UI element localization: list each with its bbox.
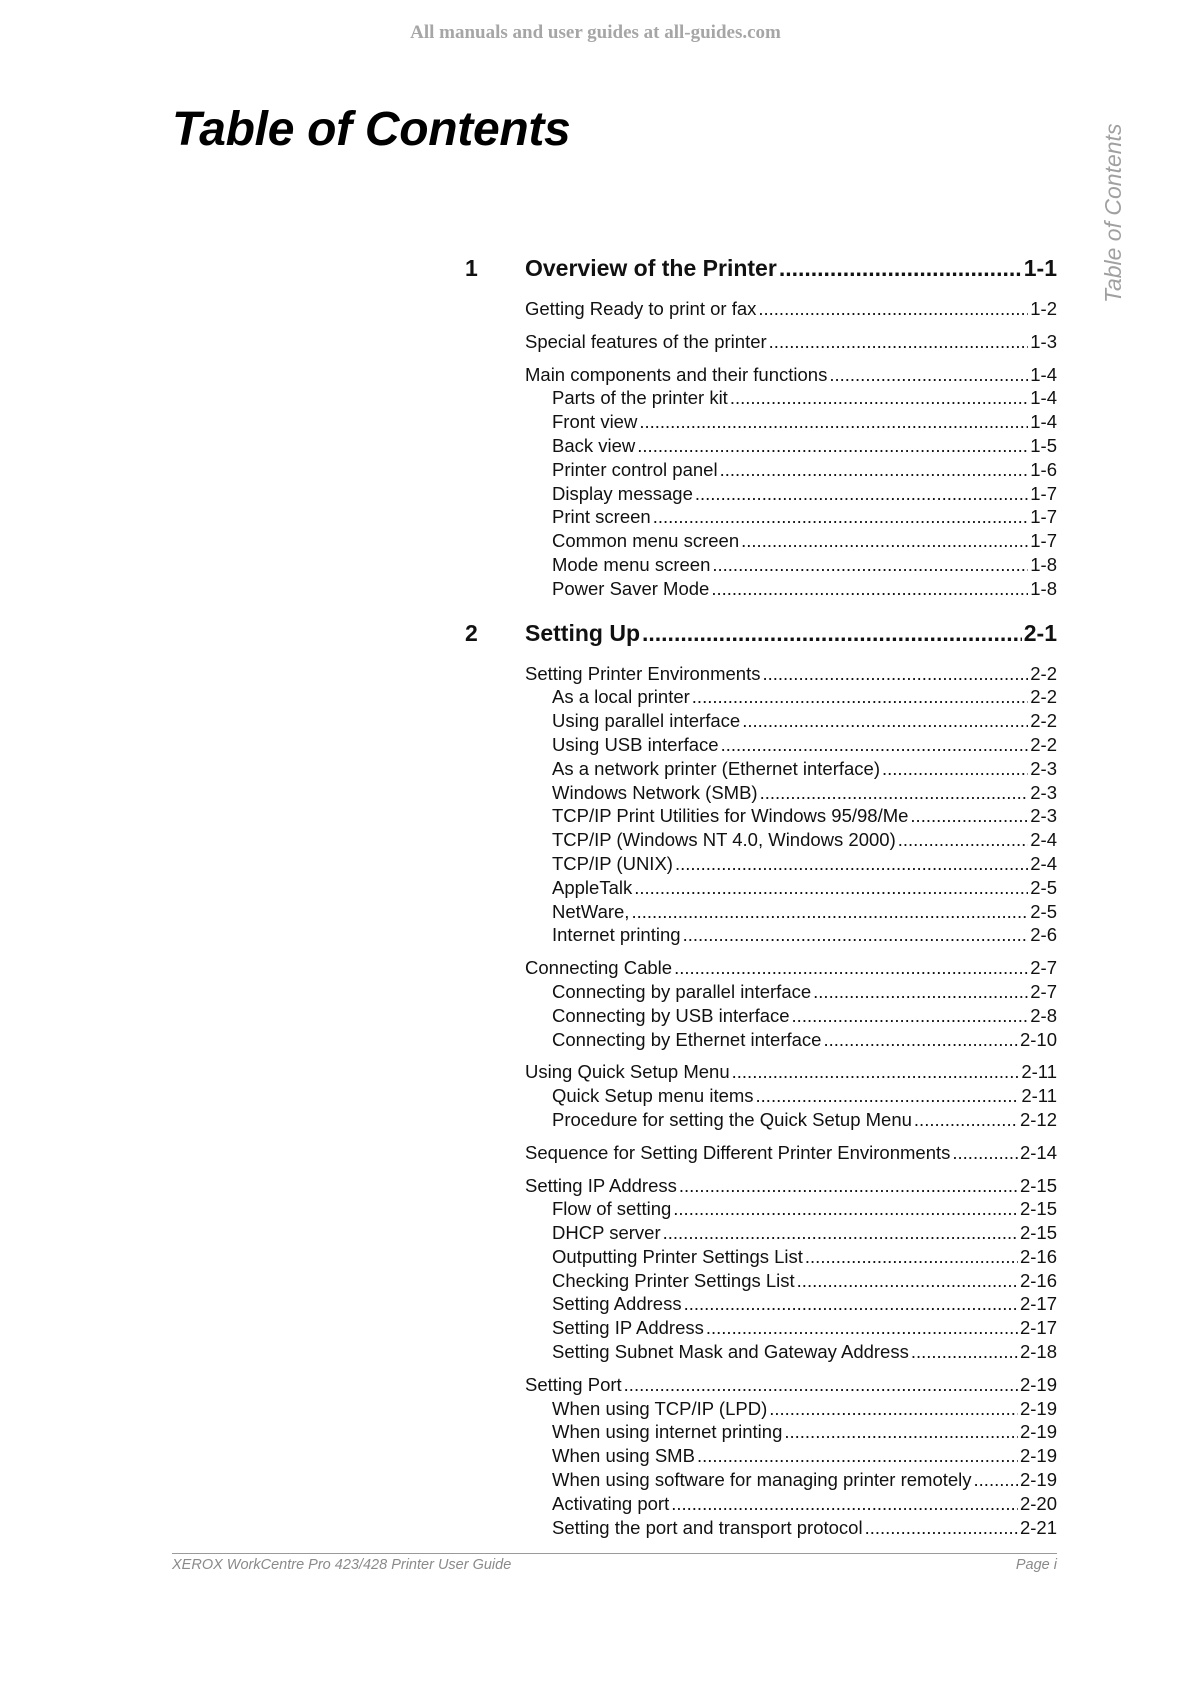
subentry-page: 2-6: [1030, 924, 1057, 946]
entry-page: 1-2: [1030, 298, 1057, 319]
subentry-line[interactable]: [552, 805, 1057, 829]
toc-subentry[interactable]: [465, 1029, 1057, 1053]
chapter-title: Setting Up: [525, 619, 640, 646]
subentry-title: Display message: [552, 482, 693, 504]
toc-section: [465, 1374, 1057, 1541]
toc-subentry[interactable]: [465, 1398, 1057, 1422]
toc-subentry[interactable]: [465, 1421, 1057, 1445]
dot-leader: [721, 734, 1029, 756]
dot-leader: [911, 1341, 1018, 1363]
entry-title: Sequence for Setting Different Printer Environments: [525, 1141, 951, 1163]
subentry-page: 1-7: [1030, 482, 1057, 504]
dot-leader: [671, 1493, 1018, 1515]
dot-leader: [898, 829, 1029, 851]
subentry-line[interactable]: [552, 1198, 1057, 1222]
toc-subentry[interactable]: [465, 1246, 1057, 1270]
entry-line[interactable]: [525, 364, 1057, 388]
subentry-title: Windows Network (SMB): [552, 781, 758, 803]
toc-subentry[interactable]: [465, 924, 1057, 948]
toc-subentry[interactable]: [465, 853, 1057, 877]
subentry-page: 1-4: [1030, 411, 1057, 433]
subentry-page: 2-11: [1021, 1085, 1057, 1107]
toc-subentry[interactable]: [465, 710, 1057, 734]
subentry-title: Power Saver Mode: [552, 577, 710, 599]
toc-subentry[interactable]: [465, 1493, 1057, 1517]
toc-subentry[interactable]: [465, 1469, 1057, 1493]
subentry-page: 2-19: [1019, 1445, 1057, 1467]
dot-leader: [910, 805, 1028, 827]
watermark: All manuals and user guides at all-guides.com: [410, 22, 781, 43]
subentry-title: TCP/IP (UNIX): [552, 852, 673, 874]
dot-leader: [675, 853, 1028, 875]
subentry-page: 1-5: [1030, 434, 1057, 456]
toc-entry[interactable]: [465, 1175, 1057, 1199]
dot-leader: [663, 1222, 1018, 1244]
footer-left: XEROX WorkCentre Pro 423/428 Printer User Guide: [172, 1557, 512, 1573]
subentry-line[interactable]: [552, 1341, 1057, 1365]
toc-subentry[interactable]: [465, 1293, 1057, 1317]
subentry-title: TCP/IP Print Utilities for Windows 95/98/Me: [552, 805, 909, 827]
subentry-title: Quick Setup menu items: [552, 1085, 754, 1107]
toc-section: [465, 364, 1057, 602]
subentry-line[interactable]: [552, 1469, 1057, 1493]
toc-entry[interactable]: [465, 331, 1057, 355]
toc-entry[interactable]: [465, 364, 1057, 388]
subentry-line[interactable]: [552, 506, 1057, 530]
chapter-heading[interactable]: [465, 620, 1057, 654]
dot-leader: [679, 1175, 1018, 1197]
subentry-title: Connecting by Ethernet interface: [552, 1028, 822, 1050]
subentry-title: Checking Printer Settings List: [552, 1269, 795, 1291]
toc-subentry[interactable]: [465, 459, 1057, 483]
toc-subentry[interactable]: [465, 411, 1057, 435]
entry-line[interactable]: [525, 331, 1057, 355]
dot-leader: [673, 1198, 1018, 1220]
dot-leader: [732, 1061, 1020, 1083]
toc-entry[interactable]: [465, 1061, 1057, 1085]
subentry-line[interactable]: [552, 782, 1057, 806]
toc-entry[interactable]: [465, 1142, 1057, 1166]
toc-section: [465, 331, 1057, 355]
entry-page: 1-4: [1030, 363, 1057, 385]
subentry-line[interactable]: [552, 578, 1057, 602]
dot-leader: [769, 331, 1029, 353]
subentry-line[interactable]: [552, 1517, 1057, 1541]
subentry-page: 2-20: [1019, 1492, 1057, 1514]
dot-leader: [797, 1270, 1018, 1292]
subentry-title: As a local printer: [552, 686, 690, 708]
dot-leader: [952, 1142, 1018, 1164]
dot-leader: [639, 411, 1028, 433]
page-title: Table of Contents: [172, 103, 571, 156]
subentry-line[interactable]: [552, 758, 1057, 782]
subentry-page: 2-3: [1030, 757, 1057, 779]
entry-line[interactable]: [525, 957, 1057, 981]
subentry-title: Outputting Printer Settings List: [552, 1245, 803, 1267]
dot-leader: [631, 901, 1028, 923]
subentry-line[interactable]: [552, 435, 1057, 459]
toc-entry[interactable]: [465, 1374, 1057, 1398]
dot-leader: [730, 387, 1028, 409]
chapter-page: 1-1: [1023, 255, 1057, 281]
entry-line[interactable]: [525, 1374, 1057, 1398]
dot-leader: [758, 298, 1028, 320]
toc-subentry[interactable]: [465, 530, 1057, 554]
toc-subentry[interactable]: [465, 1198, 1057, 1222]
dot-leader: [634, 877, 1028, 899]
toc-subentry[interactable]: [465, 901, 1057, 925]
subentry-line[interactable]: [552, 924, 1057, 948]
subentry-title: Flow of setting: [552, 1198, 672, 1220]
subentry-line[interactable]: [552, 1085, 1057, 1109]
toc-section: [465, 1061, 1057, 1132]
subentry-line[interactable]: [552, 1222, 1057, 1246]
toc-section: [465, 957, 1057, 1052]
toc-subentry[interactable]: [465, 782, 1057, 806]
dot-leader: [914, 1109, 1018, 1131]
subentry-line[interactable]: [552, 1005, 1057, 1029]
entry-title: Setting IP Address: [525, 1174, 677, 1196]
toc-entry[interactable]: [465, 298, 1057, 322]
subentry-page: 1-7: [1030, 530, 1057, 552]
subentry-line[interactable]: [552, 554, 1057, 578]
toc-section: [465, 663, 1057, 949]
subentry-title: Print screen: [552, 506, 651, 528]
subentry-title: Common menu screen: [552, 530, 740, 552]
subentry-page: 2-21: [1019, 1516, 1057, 1538]
subentry-line[interactable]: [552, 901, 1057, 925]
toc-subentry[interactable]: [465, 1341, 1057, 1365]
toc-subentry[interactable]: [465, 1517, 1057, 1541]
subentry-page: 1-6: [1030, 458, 1057, 480]
dot-leader: [741, 530, 1028, 552]
toc-subentry[interactable]: [465, 734, 1057, 758]
toc-subentry[interactable]: [465, 578, 1057, 602]
dot-leader: [624, 1374, 1018, 1396]
toc-subentry[interactable]: [465, 1445, 1057, 1469]
entry-title: Setting Port: [525, 1373, 622, 1395]
subentry-page: 1-4: [1030, 387, 1057, 409]
toc-subentry[interactable]: [465, 483, 1057, 507]
toc-subentry[interactable]: [465, 981, 1057, 1005]
subentry-page: 2-19: [1019, 1397, 1057, 1419]
subentry-title: Front view: [552, 411, 638, 433]
subentry-title: Setting IP Address: [552, 1317, 704, 1339]
dot-leader: [653, 506, 1029, 528]
subentry-page: 2-19: [1019, 1469, 1057, 1491]
toc-subentry[interactable]: [465, 805, 1057, 829]
subentry-line[interactable]: [552, 1493, 1057, 1517]
dot-leader: [642, 620, 1022, 647]
toc-subentry[interactable]: [465, 506, 1057, 530]
entry-line[interactable]: [525, 663, 1057, 687]
table-of-contents: [465, 255, 1057, 1558]
toc-subentry[interactable]: [465, 554, 1057, 578]
dot-leader: [742, 710, 1028, 732]
subentry-line[interactable]: [552, 1293, 1057, 1317]
dot-leader: [683, 924, 1029, 946]
subentry-title: Back view: [552, 434, 636, 456]
toc-subentry[interactable]: [465, 1085, 1057, 1109]
subentry-page: 2-15: [1019, 1198, 1057, 1220]
toc-subentry[interactable]: [465, 1222, 1057, 1246]
subentry-page: 2-16: [1019, 1269, 1057, 1291]
subentry-title: TCP/IP (Windows NT 4.0, Windows 2000): [552, 829, 896, 851]
chapter-line[interactable]: [525, 255, 1057, 282]
subentry-page: 2-2: [1030, 686, 1057, 708]
entry-page: 2-7: [1030, 957, 1057, 979]
chapter-line[interactable]: [525, 620, 1057, 647]
entry-title: Using Quick Setup Menu: [525, 1061, 730, 1083]
toc-entry[interactable]: [465, 957, 1057, 981]
toc-chapter: [465, 620, 1057, 1541]
dot-leader: [720, 459, 1029, 481]
subentry-title: DHCP server: [552, 1222, 661, 1244]
subentry-title: When using TCP/IP (LPD): [552, 1397, 768, 1419]
dot-leader: [829, 364, 1028, 386]
toc-subentry[interactable]: [465, 435, 1057, 459]
dot-leader: [813, 981, 1028, 1003]
subentry-page: 2-19: [1019, 1421, 1057, 1443]
dot-leader: [882, 758, 1028, 780]
subentry-title: As a network printer (Ethernet interface): [552, 757, 881, 779]
subentry-line[interactable]: [552, 1029, 1057, 1053]
dot-leader: [756, 1085, 1020, 1107]
dot-leader: [695, 483, 1028, 505]
toc-subentry[interactable]: [465, 758, 1057, 782]
subentry-page: 2-16: [1019, 1245, 1057, 1267]
dot-leader: [762, 663, 1028, 685]
entry-line[interactable]: [525, 1061, 1057, 1085]
subentry-title: When using SMB: [552, 1445, 695, 1467]
entry-page: 1-3: [1030, 330, 1057, 352]
toc-section: [465, 1175, 1057, 1365]
chapter-title: Overview of the Printer: [525, 255, 777, 281]
entry-page: 2-19: [1019, 1373, 1057, 1395]
toc-subentry[interactable]: [465, 1317, 1057, 1341]
dot-leader: [712, 554, 1028, 576]
subentry-title: Setting Subnet Mask and Gateway Address: [552, 1341, 909, 1363]
subentry-line[interactable]: [552, 411, 1057, 435]
dot-leader: [865, 1517, 1018, 1539]
chapter-page: 2-1: [1023, 619, 1057, 646]
subentry-line[interactable]: [552, 1317, 1057, 1341]
dot-leader: [692, 686, 1028, 708]
subentry-page: 2-5: [1030, 876, 1057, 898]
subentry-title: Printer control panel: [552, 458, 718, 480]
toc-section: [465, 1142, 1057, 1166]
subentry-page: 2-4: [1030, 852, 1057, 874]
toc-chapter: [465, 255, 1057, 602]
subentry-title: When using internet printing: [552, 1421, 783, 1443]
subentry-line[interactable]: [552, 829, 1057, 853]
toc-section: [465, 298, 1057, 322]
subentry-title: Setting the port and transport protocol: [552, 1516, 863, 1538]
subentry-page: 2-12: [1019, 1108, 1057, 1130]
entry-page: 2-15: [1019, 1174, 1057, 1196]
dot-leader: [792, 1005, 1029, 1027]
dot-leader: [823, 1029, 1018, 1051]
subentry-title: NetWare,: [552, 900, 630, 922]
chapter-number: 2: [465, 619, 478, 646]
entry-line[interactable]: [525, 1175, 1057, 1199]
entry-title: Setting Printer Environments: [525, 662, 761, 684]
subentry-line[interactable]: [552, 710, 1057, 734]
subentry-line[interactable]: [552, 1246, 1057, 1270]
dot-leader: [779, 255, 1022, 282]
toc-subentry[interactable]: [465, 1109, 1057, 1133]
subentry-line[interactable]: [552, 459, 1057, 483]
side-tab-label: Table of Contents: [1100, 123, 1126, 303]
entry-page: 2-14: [1019, 1141, 1057, 1163]
dot-leader: [805, 1246, 1018, 1268]
subentry-title: Connecting by USB interface: [552, 1004, 790, 1026]
entry-title: Main components and their functions: [525, 363, 828, 385]
toc-subentry[interactable]: [465, 1005, 1057, 1029]
subentry-line[interactable]: [552, 1421, 1057, 1445]
subentry-page: 1-8: [1030, 577, 1057, 599]
dot-leader: [697, 1445, 1018, 1467]
entry-title: Getting Ready to print or fax: [525, 298, 757, 319]
entry-page: 2-11: [1021, 1061, 1057, 1083]
entry-title: Special features of the printer: [525, 330, 767, 352]
subentry-page: 2-18: [1019, 1341, 1057, 1363]
toc-subentry[interactable]: [465, 686, 1057, 710]
subentry-page: 2-5: [1030, 900, 1057, 922]
subentry-line[interactable]: [552, 387, 1057, 411]
subentry-line[interactable]: [552, 877, 1057, 901]
dot-leader: [684, 1293, 1018, 1315]
subentry-title: When using software for managing printer remotely: [552, 1469, 972, 1491]
subentry-page: 2-10: [1019, 1028, 1057, 1050]
subentry-line[interactable]: [552, 1270, 1057, 1294]
subentry-page: 2-17: [1019, 1293, 1057, 1315]
toc-subentry[interactable]: [465, 1270, 1057, 1294]
subentry-title: Parts of the printer kit: [552, 387, 728, 409]
entry-line[interactable]: [525, 1142, 1057, 1166]
dot-leader: [974, 1469, 1018, 1491]
entry-line[interactable]: [525, 298, 1057, 322]
subentry-page: 2-15: [1019, 1222, 1057, 1244]
subentry-page: 2-3: [1030, 781, 1057, 803]
subentry-line[interactable]: [552, 981, 1057, 1005]
dot-leader: [674, 957, 1028, 979]
footer-right: Page i: [1015, 1557, 1057, 1573]
dot-leader: [711, 578, 1028, 600]
subentry-line[interactable]: [552, 1445, 1057, 1469]
subentry-title: Internet printing: [552, 924, 681, 946]
subentry-page: 1-8: [1030, 553, 1057, 575]
toc-entry[interactable]: [465, 663, 1057, 687]
subentry-page: 2-2: [1030, 710, 1057, 732]
subentry-page: 2-3: [1030, 805, 1057, 827]
toc-subentry[interactable]: [465, 877, 1057, 901]
subentry-title: Connecting by parallel interface: [552, 980, 812, 1002]
subentry-line[interactable]: [552, 853, 1057, 877]
subentry-title: Setting Address: [552, 1293, 682, 1315]
entry-page: 2-2: [1030, 662, 1057, 684]
dot-leader: [769, 1398, 1018, 1420]
entry-title: Connecting Cable: [525, 957, 673, 979]
dot-leader: [637, 435, 1028, 457]
subentry-title: Mode menu screen: [552, 553, 711, 575]
subentry-title: AppleTalk: [552, 876, 633, 898]
chapter-number: 1: [465, 255, 478, 281]
subentry-page: 2-17: [1019, 1317, 1057, 1339]
subentry-page: 2-7: [1030, 980, 1057, 1002]
subentry-page: 2-4: [1030, 829, 1057, 851]
chapter-heading[interactable]: [465, 255, 1057, 289]
subentry-line[interactable]: [552, 686, 1057, 710]
subentry-title: Activating port: [552, 1492, 670, 1514]
subentry-title: Using USB interface: [552, 733, 719, 755]
dot-leader: [706, 1317, 1018, 1339]
dot-leader: [760, 782, 1029, 804]
subentry-line[interactable]: [552, 734, 1057, 758]
subentry-page: 1-7: [1030, 506, 1057, 528]
subentry-page: 2-8: [1030, 1004, 1057, 1026]
toc-subentry[interactable]: [465, 387, 1057, 411]
subentry-title: Using parallel interface: [552, 710, 741, 732]
toc-subentry[interactable]: [465, 829, 1057, 853]
dot-leader: [784, 1421, 1018, 1443]
subentry-line[interactable]: [552, 483, 1057, 507]
subentry-line[interactable]: [552, 1398, 1057, 1422]
subentry-page: 2-2: [1030, 733, 1057, 755]
subentry-line[interactable]: [552, 530, 1057, 554]
subentry-line[interactable]: [552, 1109, 1057, 1133]
footer-rule: [172, 1553, 1057, 1554]
subentry-title: Procedure for setting the Quick Setup Menu: [552, 1108, 912, 1130]
